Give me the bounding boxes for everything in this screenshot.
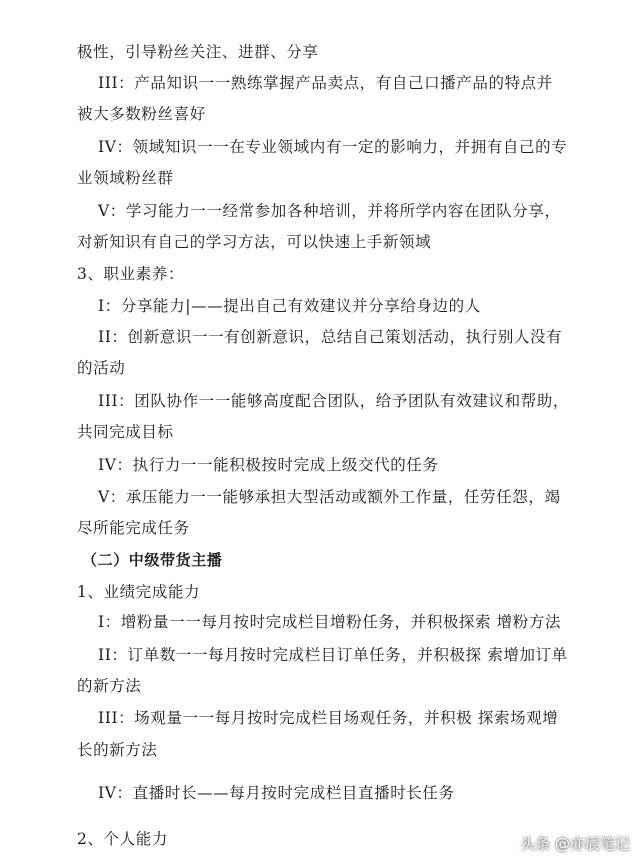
text-line: 对新知识有自己的学习方法，可以快速上手新领域 (77, 233, 432, 251)
text-line: I：分享能力|——提出自己有效建议并分享给身边的人 (98, 297, 481, 315)
text-line: IV：直播时长——每月按时完成栏目直播时长任务 (98, 784, 455, 802)
text-line: V：学习能力一一经常参加各种培训，并将所学内容在团队分享， (98, 202, 561, 220)
text-line: 被大多数粉丝喜好 (77, 105, 206, 123)
text-line: 的新方法 (77, 677, 142, 695)
text-line: IV：执行力一一能积极按时完成上级交代的任务 (98, 456, 439, 474)
text-line: IV：领域知识一一在专业领域内有一定的影响力，并拥有自己的专 (98, 138, 568, 156)
text-line: 长的新方法 (77, 741, 158, 759)
text-line: 的活动 (77, 359, 126, 377)
text-line: III：团队协作一一能够高度配合团队，给予团队有效建议和帮助， (98, 392, 569, 410)
text-line: III：场观量一一每月按时完成栏目场观任务，并积极 探索场观增 (98, 709, 559, 727)
section-heading: 2、个人能力 (77, 830, 168, 848)
text-line: II：创新意识一一有创新意识，总结自己策划活动，执行别人没有 (98, 328, 563, 346)
section-heading: 3、职业素养： (77, 265, 185, 283)
text-line: 尽所能完成任务 (77, 519, 190, 537)
text-line: 业领域粉丝群 (77, 169, 174, 187)
text-line: III：产品知识一一熟练掌握产品卖点，有自己口播产品的特点并 (98, 74, 553, 92)
text-line: II：订单数一一每月按时完成栏目订单任务，并积极探 索增加订单 (98, 646, 568, 664)
section-heading: 1、业绩完成能力 (77, 583, 201, 601)
text-line: I：增粉量一一每月按时完成栏目增粉任务，并积极探索 增粉方法 (98, 613, 562, 631)
text-line: 共同完成目标 (77, 423, 174, 441)
chapter-heading: （二）中级带货主播 (82, 551, 223, 569)
text-line: 极性，引导粉丝关注、进群、分享 (77, 43, 319, 61)
text-line: V：承压能力一一能够承担大型活动或额外工作量，任劳任怨，竭 (98, 488, 561, 506)
watermark: 头条 @亦辰笔记 (520, 835, 630, 853)
